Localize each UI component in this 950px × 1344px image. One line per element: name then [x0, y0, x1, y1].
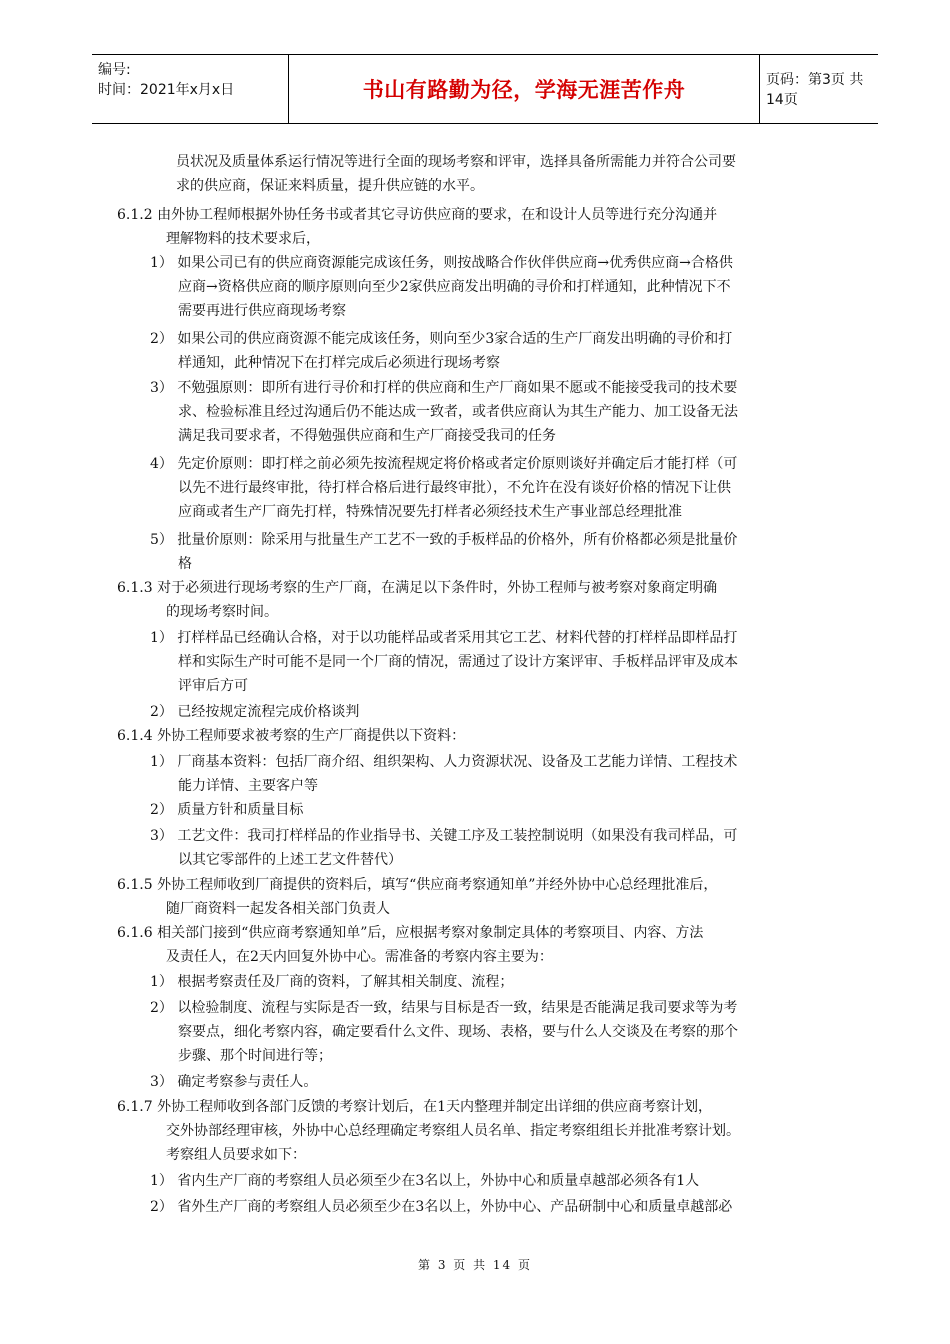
list-item: 2） 如果公司的供应商资源不能完成该任务，则向至少3家合适的生产厂商发出明确的寻价和打	[150, 331, 733, 347]
list-item: 3） 不勉强原则：即所有进行寻价和打样的供应商和生产厂商如果不愿或不能接受我司的技术要	[150, 380, 738, 396]
text-line: 以先不进行最终审批，待打样合格后进行最终审批），不允许在没有谈好价格的情况下让供	[178, 480, 731, 496]
list-item: 2） 质量方针和质量目标	[150, 802, 304, 818]
list-item: 1） 省内生产厂商的考察组人员必须至少在3名以上，外协中心和质量卓越部必须各有1人	[150, 1173, 700, 1189]
list-item: 1） 厂商基本资料：包括厂商介绍、组织架构、人力资源状况、设备及工艺能力详情、工程技术	[150, 754, 738, 770]
section-heading: 6.1.4 外协工程师要求被考察的生产厂商提供以下资料：	[117, 728, 466, 744]
header-page-info: 页码：第3页 共14页	[766, 72, 864, 108]
header-left-cell	[92, 55, 288, 123]
list-item: 1） 如果公司已有的供应商资源能完成该任务，则按战略合作伙伴供应商→优秀供应商→合格供	[150, 255, 733, 271]
text-line: 考察组人员要求如下：	[166, 1147, 306, 1163]
section-heading: 6.1.2 由外协工程师根据外协任务书或者其它寻访供应商的要求，在和设计人员等进行充分沟通并	[117, 207, 718, 223]
text-line: 能力详情、主要客户等	[178, 778, 318, 794]
text-line: 求的供应商，保证来料质量，提升供应链的水平。	[176, 178, 484, 194]
text-line: 需要再进行供应商现场考察	[178, 303, 346, 319]
list-item: 2） 已经按规定流程完成价格谈判	[150, 704, 360, 720]
section-heading: 6.1.7 外协工程师收到各部门反馈的考察计划后，在1天内整理并制定出详细的供应商考察计划，	[117, 1099, 712, 1115]
text-line: 的现场考察时间。	[166, 604, 278, 620]
text-line: 应商或者生产厂商先打样，特殊情况要先打样者必须经技术生产事业部总经理批准	[178, 504, 682, 520]
text-line: 及责任人，在2天内回复外协中心。需准备的考察内容主要为：	[166, 949, 553, 965]
list-item: 4） 先定价原则：即打样之前必须先按流程规定将价格或者定价原则谈好并确定后才能打样（可	[150, 456, 738, 472]
list-item: 2） 以检验制度、流程与实际是否一致，结果与目标是否一致，结果是否能满足我司要求等为考	[150, 1000, 738, 1016]
text-line: 样和实际生产时可能不是同一个厂商的情况，需通过了设计方案评审、手板样品评审及成本	[178, 654, 738, 670]
text-line: 格	[178, 556, 192, 572]
list-item: 2） 省外生产厂商的考察组人员必须至少在3名以上，外协中心、产品研制中心和质量卓越部必	[150, 1199, 733, 1215]
list-item: 1） 打样样品已经确认合格，对于以功能样品或者采用其它工艺、材料代替的打样样品即样品打	[150, 630, 738, 646]
page-header	[92, 54, 878, 124]
section-heading: 6.1.6 相关部门接到“供应商考察通知单”后，应根据考察对象制定具体的考察项目、内容、方法	[117, 925, 704, 941]
list-item: 5） 批量价原则：除采用与批量生产工艺不一致的手板样品的价格外，所有价格都必须是批量价	[150, 532, 738, 548]
text-line: 交外协部经理审核，外协中心总经理确定考察组人员名单、指定考察组组长并批准考察计划。	[166, 1123, 740, 1139]
text-line: 样通知，此种情况下在打样完成后必须进行现场考察	[178, 355, 500, 371]
text-line: 应商→资格供应商的顺序原则向至少2家供应商发出明确的寻价和打样通知，此种情况下不	[178, 279, 731, 295]
section-heading: 6.1.3 对于必须进行现场考察的生产厂商，在满足以下条件时，外协工程师与被考察对象商定明确	[117, 580, 718, 596]
text-line: 理解物料的技术要求后，	[166, 231, 320, 247]
text-line: 评审后方可	[178, 678, 248, 694]
document-number-label: 编号:	[98, 62, 131, 78]
list-item: 3） 确定考察参与责任人。	[150, 1074, 318, 1090]
text-line: 员状况及质量体系运行情况等进行全面的现场考察和评审，选择具备所需能力并符合公司要	[176, 154, 736, 170]
text-line: 求、检验标准且经过沟通后仍不能达成一致者，或者供应商认为其生产能力、加工设备无法	[178, 404, 738, 420]
document-time-label: 时间：2021年x月x日	[98, 82, 235, 98]
section-heading: 6.1.5 外协工程师收到厂商提供的资料后，填写“供应商考察通知单”并经外协中心总经理批准后，	[117, 877, 718, 893]
page-footer: 第 3 页 共 14 页	[418, 1258, 532, 1272]
header-motto: 书山有路勤为径，学海无涯苦作舟	[288, 55, 760, 123]
text-line: 以其它零部件的上述工艺文件替代）	[178, 852, 402, 868]
text-line: 满足我司要求者，不得勉强供应商和生产厂商接受我司的任务	[178, 428, 556, 444]
text-line: 随厂商资料一起发各相关部门负责人	[166, 901, 390, 917]
list-item: 1） 根据考察责任及厂商的资料，了解其相关制度、流程；	[150, 974, 514, 990]
text-line: 察要点，细化考察内容，确定要看什么文件、现场、表格，要与什么人交谈及在考察的那个	[178, 1024, 738, 1040]
list-item: 3） 工艺文件：我司打样样品的作业指导书、关键工序及工装控制说明（如果没有我司样品，可	[150, 828, 738, 844]
text-line: 步骤、那个时间进行等；	[178, 1048, 332, 1064]
